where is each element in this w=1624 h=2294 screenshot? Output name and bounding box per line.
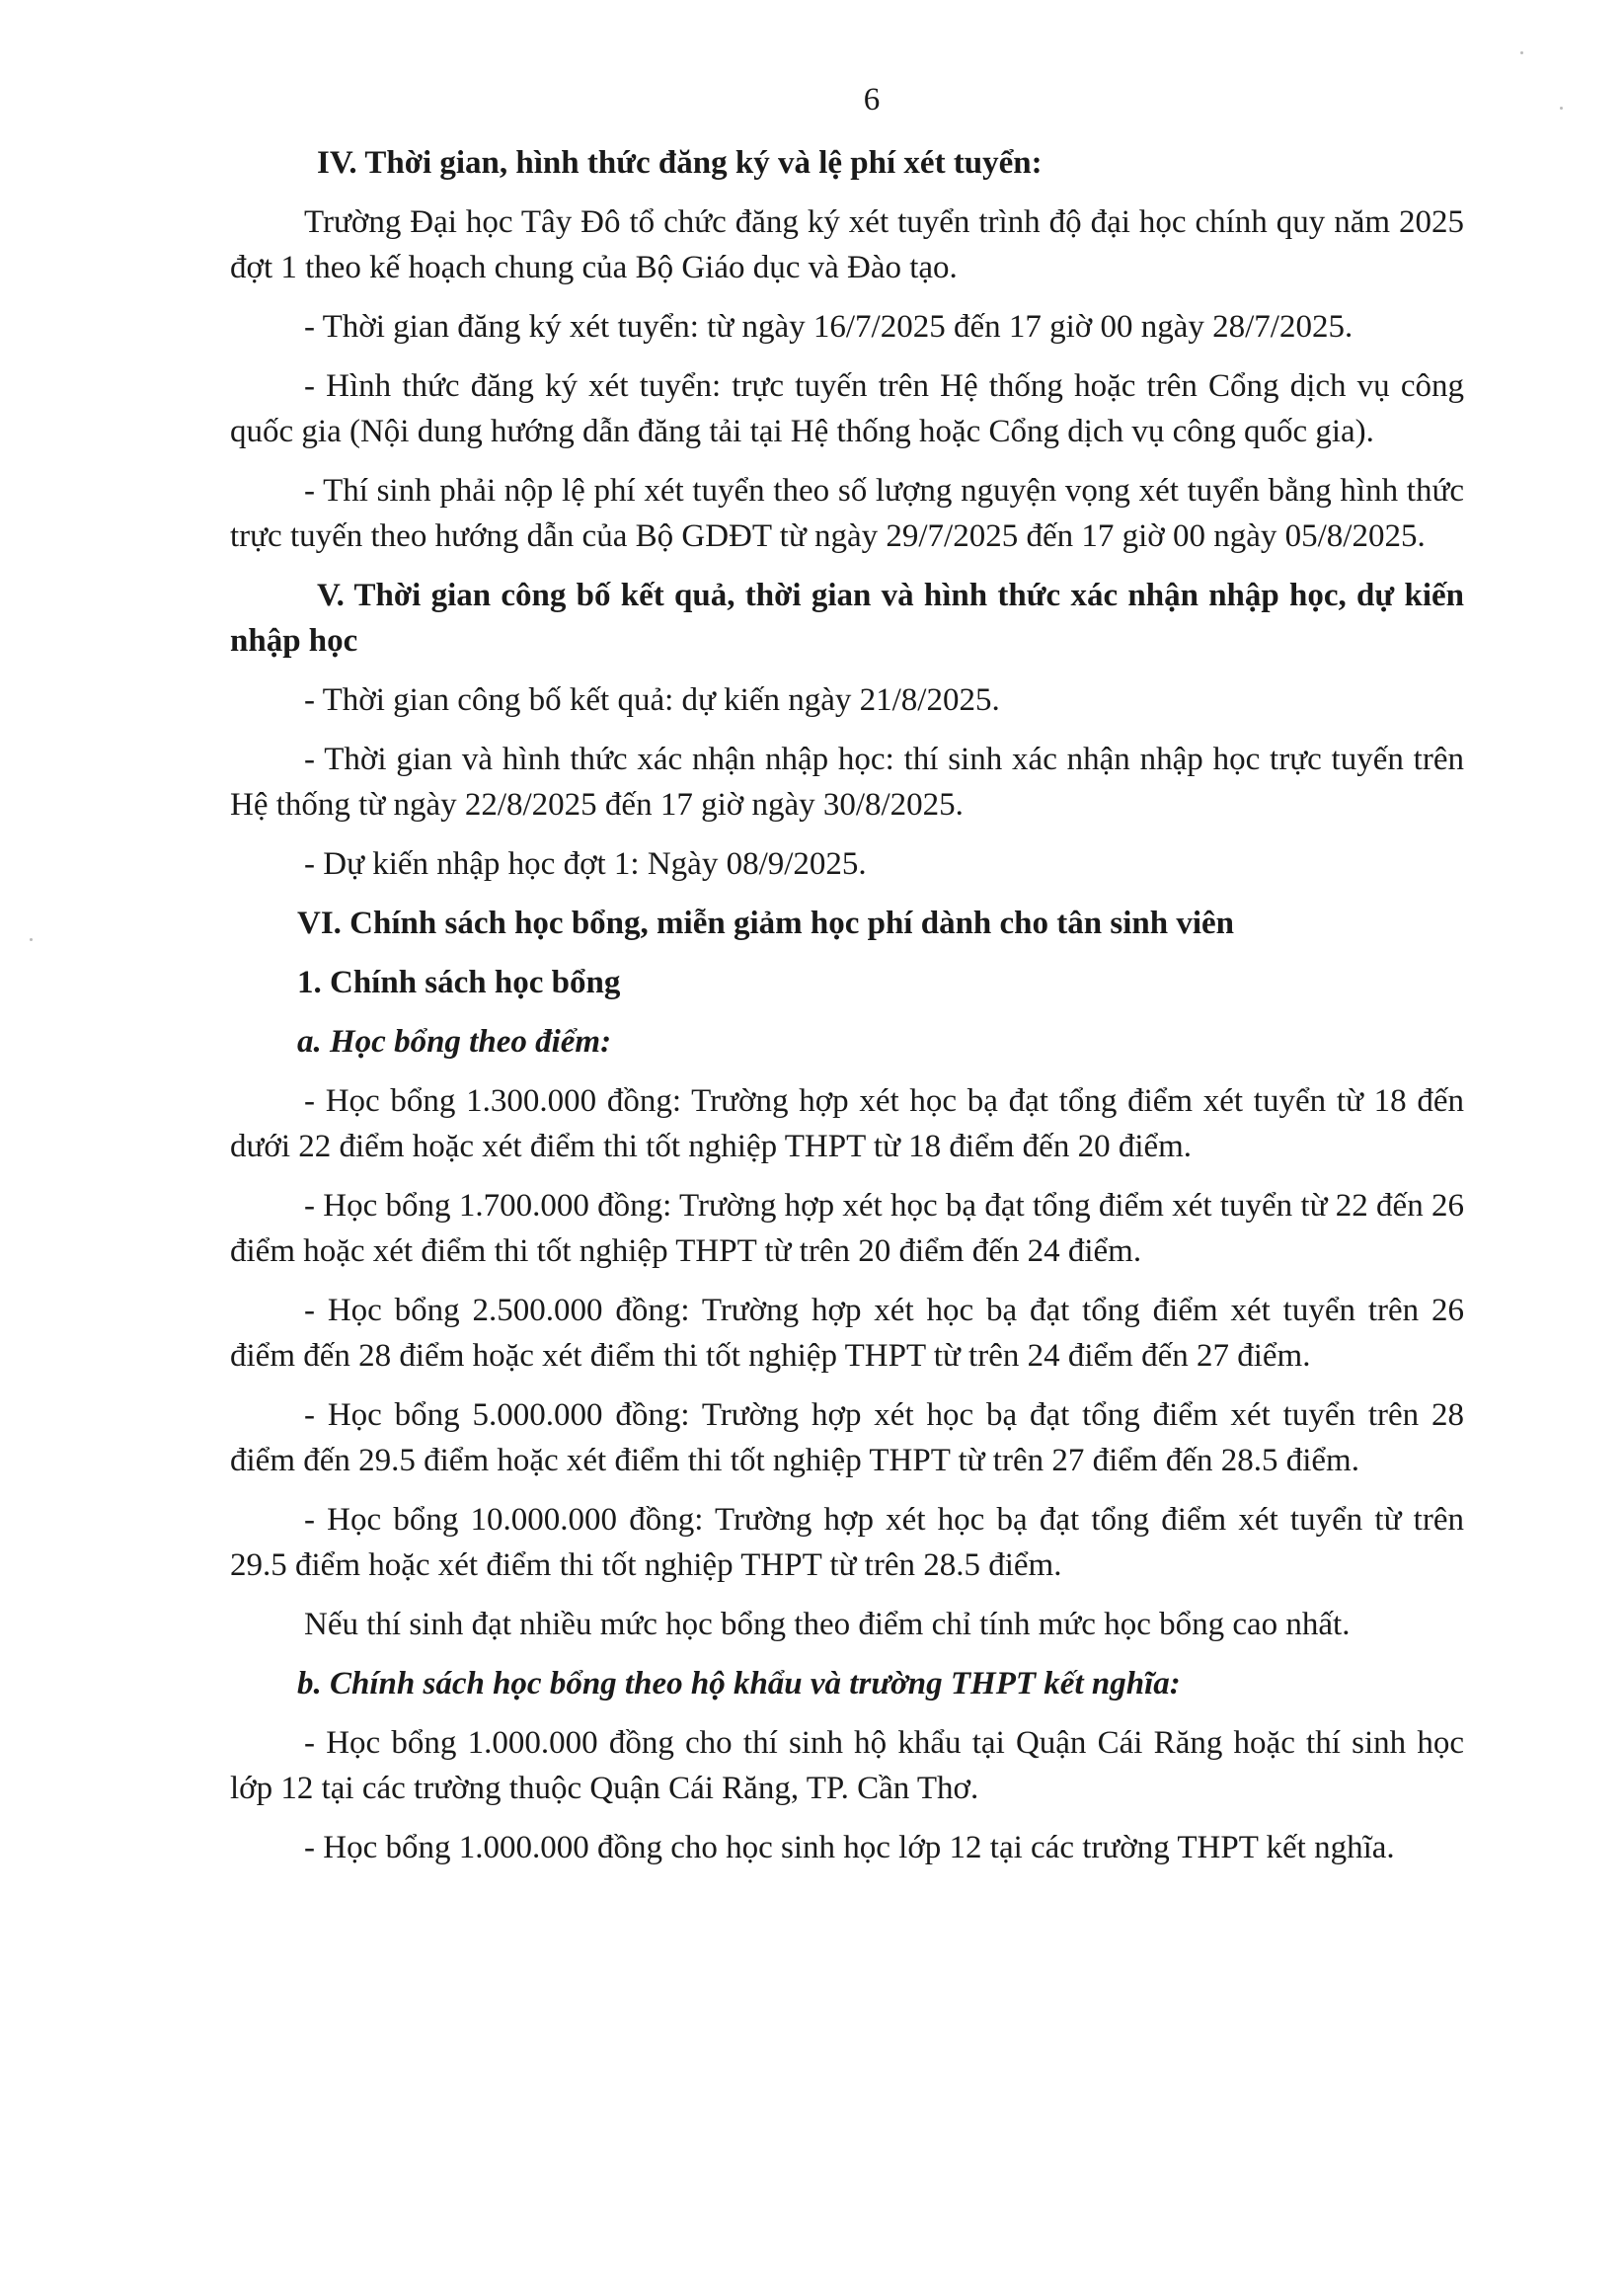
score-scholarship-note: Nếu thí sinh đạt nhiều mức học bổng theo điểm chỉ tính mức học bổng cao nhất. <box>304 1607 1351 1642</box>
section-iv-paragraph: - Thời gian đăng ký xét tuyển: từ ngày 16/7/2025 đến 17 giờ 00 ngày 28/7/2025. <box>304 309 1353 345</box>
scan-speck <box>1560 107 1563 110</box>
page-number: 6 <box>863 82 881 118</box>
scholarship-policy-heading: 1. Chính sách học bổng <box>297 965 621 1000</box>
scan-speck <box>30 938 33 941</box>
section-v-heading: V. Thời gian công bố kết quả, thời gian và hình thức xác nhận nhập học, dự kiến nhập học <box>230 578 1464 659</box>
section-iv-paragraph: - Hình thức đăng ký xét tuyển: trực tuyến trên Hệ thống hoặc trên Cổng dịch vụ công quốc gia (Nội dung hướng dẫn đăng tải tại Hệ thống hoặc Cổng dịch vụ công quốc gia). <box>230 368 1464 449</box>
score-scholarship-paragraph: - Học bổng 1.300.000 đồng: Trường hợp xét học bạ đạt tổng điểm xét tuyển từ 18 đến dưới 22 điểm hoặc xét điểm thi tốt nghiệp THPT từ 18 điểm đến 20 điểm. <box>230 1083 1464 1164</box>
score-scholarship-paragraph: - Học bổng 10.000.000 đồng: Trường hợp xét học bạ đạt tổng điểm xét tuyển từ trên 29.5 điểm hoặc xét điểm thi tốt nghiệp THPT từ trên 28.5 điểm. <box>230 1502 1464 1583</box>
score-scholarship-heading: a. Học bổng theo điểm: <box>297 1024 612 1060</box>
residence-scholarship-paragraph: - Học bổng 1.000.000 đồng cho thí sinh hộ khẩu tại Quận Cái Răng hoặc thí sinh học lớp 12 tại các trường thuộc Quận Cái Răng, TP. Cần Thơ. <box>230 1725 1464 1806</box>
section-v-paragraph: - Thời gian và hình thức xác nhận nhập học: thí sinh xác nhận nhập học trực tuyến trên Hệ thống từ ngày 22/8/2025 đến 17 giờ ngày 30/8/2025. <box>230 742 1464 823</box>
section-iv-paragraph: - Thí sinh phải nộp lệ phí xét tuyển theo số lượng nguyện vọng xét tuyển bằng hình thức trực tuyến theo hướng dẫn của Bộ GDĐT từ ngày 29/7/2025 đến 17 giờ 00 ngày 05/8/2025. <box>230 473 1464 554</box>
section-iv-paragraph: Trường Đại học Tây Đô tổ chức đăng ký xét tuyển trình độ đại học chính quy năm 2025 đợt 1 theo kế hoạch chung của Bộ Giáo dục và Đào tạo. <box>230 204 1464 285</box>
section-v-paragraph: - Dự kiến nhập học đợt 1: Ngày 08/9/2025. <box>304 846 867 882</box>
score-scholarship-paragraph: - Học bổng 1.700.000 đồng: Trường hợp xét học bạ đạt tổng điểm xét tuyển từ 22 đến 26 điểm hoặc xét điểm thi tốt nghiệp THPT từ trên 20 điểm đến 24 điểm. <box>230 1188 1464 1269</box>
section-v-paragraph: - Thời gian công bố kết quả: dự kiến ngày 21/8/2025. <box>304 682 1000 718</box>
section-iv-heading: IV. Thời gian, hình thức đăng ký và lệ phí xét tuyển: <box>317 145 1043 181</box>
score-scholarship-paragraph: - Học bổng 2.500.000 đồng: Trường hợp xét học bạ đạt tổng điểm xét tuyển trên 26 điểm đến 28 điểm hoặc xét điểm thi tốt nghiệp THPT từ trên 24 điểm đến 27 điểm. <box>230 1293 1464 1374</box>
residence-scholarship-paragraph: - Học bổng 1.000.000 đồng cho học sinh học lớp 12 tại các trường THPT kết nghĩa. <box>304 1830 1395 1865</box>
residence-scholarship-heading: b. Chính sách học bổng theo hộ khẩu và trường THPT kết nghĩa: <box>297 1666 1181 1701</box>
section-vi-heading: VI. Chính sách học bổng, miễn giảm học phí dành cho tân sinh viên <box>297 906 1235 941</box>
scan-speck <box>1520 51 1523 54</box>
score-scholarship-paragraph: - Học bổng 5.000.000 đồng: Trường hợp xét học bạ đạt tổng điểm xét tuyển trên 28 điểm đến 29.5 điểm hoặc xét điểm thi tốt nghiệp THPT từ trên 27 điểm đến 28.5 điểm. <box>230 1397 1464 1478</box>
